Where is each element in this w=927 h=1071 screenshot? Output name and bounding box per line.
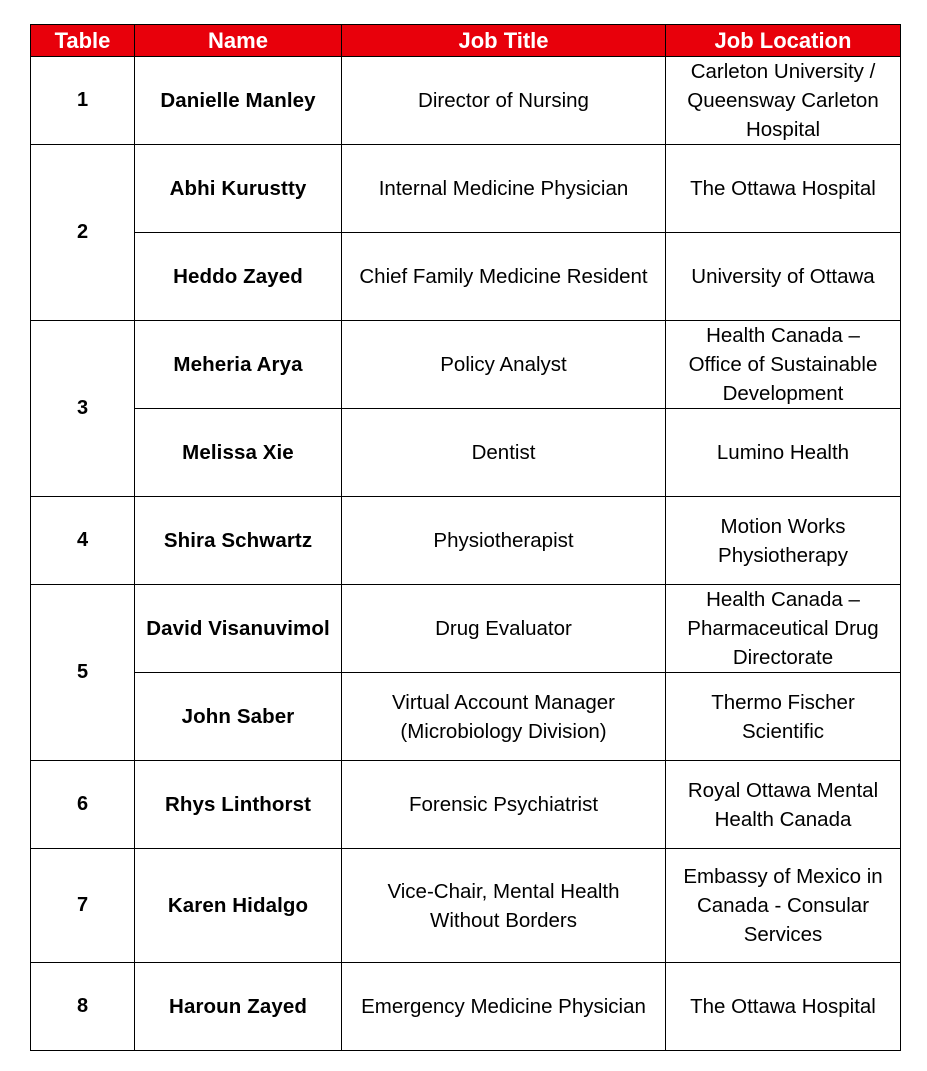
table-row bbox=[31, 321, 901, 409]
table-number: 2 bbox=[31, 145, 135, 321]
table-row bbox=[31, 233, 901, 321]
job-title-line: Drug Evaluator bbox=[435, 617, 572, 640]
job-title-line: Dentist bbox=[471, 441, 536, 464]
job-location-line: Physiotherapy bbox=[718, 543, 848, 567]
job-title-line: Policy Analyst bbox=[440, 353, 567, 376]
table-number: 1 bbox=[31, 57, 135, 145]
table-row bbox=[31, 497, 901, 585]
header-name: Name bbox=[135, 25, 342, 57]
job-title bbox=[342, 57, 666, 145]
job-location-line: Scientific bbox=[741, 719, 825, 743]
person-name: Meheria Arya bbox=[135, 321, 342, 409]
table-row bbox=[31, 761, 901, 849]
speaker-table-container bbox=[30, 24, 901, 1051]
table-row bbox=[31, 145, 901, 233]
table-number: 3 bbox=[31, 321, 135, 497]
job-location-line: Directorate bbox=[732, 646, 834, 669]
job-location bbox=[666, 963, 901, 1051]
header-job-location: Job Location bbox=[666, 25, 901, 57]
job-location bbox=[666, 57, 901, 145]
person-name: Haroun Zayed bbox=[135, 963, 342, 1051]
table-number: 6 bbox=[31, 761, 135, 849]
person-name: Danielle Manley bbox=[135, 57, 342, 145]
job-location bbox=[666, 849, 901, 963]
job-location bbox=[666, 585, 901, 673]
table-row bbox=[31, 963, 901, 1051]
job-title-line: Virtual Account Manager bbox=[392, 690, 615, 714]
job-location-line: Thermo Fischer bbox=[711, 690, 855, 714]
job-title bbox=[342, 233, 666, 321]
job-title-line: Chief Family Medicine Resident bbox=[359, 265, 648, 288]
job-title-line: Emergency Medicine Physician bbox=[361, 995, 646, 1018]
job-location bbox=[666, 409, 901, 497]
person-name: Karen Hidalgo bbox=[135, 849, 342, 963]
job-title-line: Director of Nursing bbox=[418, 89, 589, 112]
job-location bbox=[666, 673, 901, 761]
job-location-line: Hospital bbox=[745, 118, 821, 141]
table-number: 4 bbox=[31, 497, 135, 585]
job-location bbox=[666, 233, 901, 321]
job-title bbox=[342, 409, 666, 497]
job-title bbox=[342, 673, 666, 761]
job-title-line: Forensic Psychiatrist bbox=[408, 793, 599, 816]
job-location-line: Motion Works bbox=[720, 514, 846, 538]
speaker-table bbox=[30, 24, 901, 1051]
person-name: Shira Schwartz bbox=[135, 497, 342, 585]
table-row bbox=[31, 57, 901, 145]
job-title bbox=[342, 963, 666, 1051]
person-name: Melissa Xie bbox=[135, 409, 342, 497]
job-location-line: Health Canada – bbox=[706, 588, 860, 611]
job-location-line: Office of Sustainable bbox=[688, 353, 878, 376]
job-location-line: Lumino Health bbox=[716, 441, 850, 464]
person-name: Abhi Kurustty bbox=[135, 145, 342, 233]
job-location-line: Development bbox=[722, 382, 844, 405]
job-title bbox=[342, 849, 666, 963]
job-location-line: Canada - Consular bbox=[696, 894, 870, 917]
table-number: 8 bbox=[31, 963, 135, 1051]
job-title bbox=[342, 321, 666, 409]
person-name: David Visanuvimol bbox=[135, 585, 342, 673]
job-title bbox=[342, 497, 666, 585]
job-location-line: Carleton University / bbox=[690, 60, 876, 83]
job-location-line: Embassy of Mexico in bbox=[683, 865, 883, 888]
job-location bbox=[666, 145, 901, 233]
job-location-line: University of Ottawa bbox=[691, 265, 875, 288]
job-title bbox=[342, 145, 666, 233]
job-title-line: (Microbiology Division) bbox=[400, 719, 607, 743]
table-row bbox=[31, 409, 901, 497]
job-title-line: Physiotherapist bbox=[433, 529, 574, 552]
job-title-line: Internal Medicine Physician bbox=[378, 177, 629, 200]
job-title-line: Vice-Chair, Mental Health bbox=[387, 879, 620, 903]
job-location-line: Queensway Carleton bbox=[687, 89, 879, 112]
job-title bbox=[342, 585, 666, 673]
job-location-line: Health Canada bbox=[714, 807, 852, 831]
job-title bbox=[342, 761, 666, 849]
job-location bbox=[666, 321, 901, 409]
table-row bbox=[31, 849, 901, 963]
job-location-line: Royal Ottawa Mental bbox=[687, 778, 879, 802]
job-title-line: Without Borders bbox=[430, 908, 577, 932]
table-row bbox=[31, 673, 901, 761]
table-row bbox=[31, 585, 901, 673]
job-location-line: Health Canada – bbox=[706, 324, 860, 347]
job-location-line: The Ottawa Hospital bbox=[690, 995, 876, 1018]
table-number: 7 bbox=[31, 849, 135, 963]
job-location bbox=[666, 497, 901, 585]
person-name: Heddo Zayed bbox=[135, 233, 342, 321]
job-location bbox=[666, 761, 901, 849]
job-location-line: The Ottawa Hospital bbox=[690, 177, 876, 200]
job-location-line: Pharmaceutical Drug bbox=[687, 617, 879, 640]
person-name: John Saber bbox=[135, 673, 342, 761]
header-job-title: Job Title bbox=[342, 25, 666, 57]
person-name: Rhys Linthorst bbox=[135, 761, 342, 849]
table-number: 5 bbox=[31, 585, 135, 761]
header-row bbox=[31, 25, 901, 57]
job-location-line: Services bbox=[743, 923, 823, 946]
header-table: Table bbox=[31, 25, 135, 57]
